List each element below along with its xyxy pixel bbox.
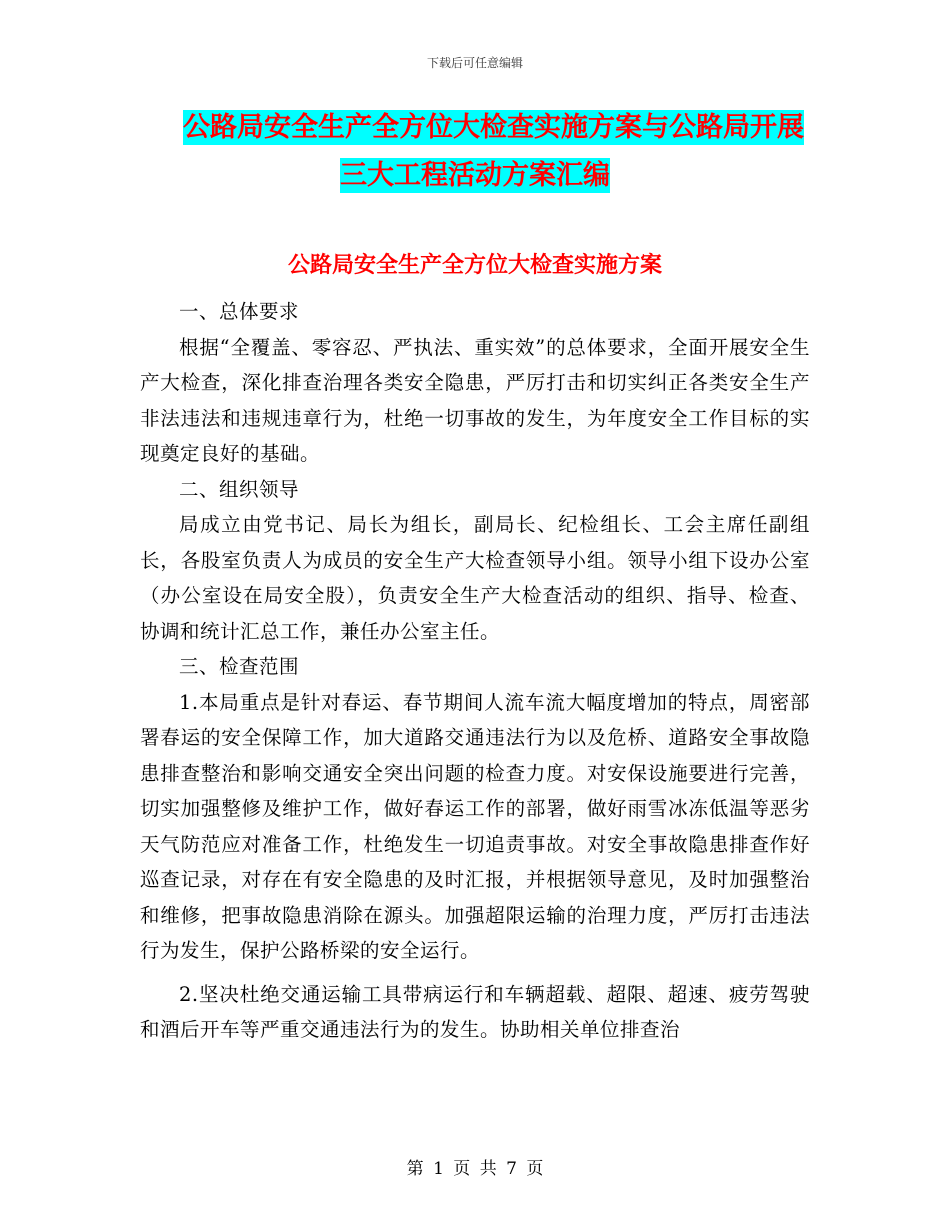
paragraph-scope-item-2: 2.坚决杜绝交通运输工具带病运行和车辆超载、超限、超速、疲劳驾驶和酒后开车等严重交通违法行为的发生。协助相关单位排查治 — [140, 982, 810, 1041]
document-title-line-2: 三大工程活动方案汇编 — [340, 160, 610, 191]
paragraph-general-requirements: 根据“全覆盖、零容忍、严执法、重实效”的总体要求，全面开展安全生产大检查，深化排查治理各类安全隐患，严厉打击和切实纠正各类安全生产非法违法和违规违章行为，杜绝一切事故的发生，为年度安全工作目标的实现奠定良好的基础。 — [140, 335, 810, 465]
header-note: 下载后可任意编辑 — [426, 56, 523, 70]
paragraph-scope-item-1: 1.本局重点是针对春运、春节期间人流车流大幅度增加的特点，周密部署春运的安全保障工作，加大道路交通违法行为以及危桥、道路安全事故隐患排查整治和影响交通安全突出问题的检查力度。对安保设施要进行完善，切实加强整修及维护工作，做好春运工作的部署，做好雨雪冰冻低温等恶劣天气防范应对准备工作，杜绝发生一切追责事故。对安全事故隐患排查作好巡查记录，对存在有安全隐患的及时汇报，并根据领导意见，及时加强整治和维修，把事故隐患消除在源头。加强超限运输的治理力度，严厉打击违法行为发生，保护公路桥梁的安全运行。 — [140, 690, 810, 962]
heading-inspection-scope: 三、检查范围 — [179, 655, 300, 678]
document-title-line-1: 公路局安全生产全方位大检查实施方案与公路局开展 — [183, 112, 804, 143]
document-title — [140, 104, 810, 200]
paragraph-organization: 局成立由党书记、局长为组长，副局长、纪检组长、工会主席任副组长，各股室负责人为成员的安全生产大检查领导小组。领导小组下设办公室（办公室设在局安全股），负责安全生产大检查活动的组织、指导、检查、协调和统计汇总工作，兼任办公室主任。 — [140, 513, 810, 643]
section-title: 公路局安全生产全方位大检查实施方案 — [287, 253, 662, 278]
heading-general-requirements: 一、总体要求 — [179, 300, 300, 323]
document-body — [140, 294, 810, 1048]
heading-organization: 二、组织领导 — [179, 477, 300, 501]
page-number-footer: 第 1 页 共 7 页 — [406, 1159, 544, 1179]
